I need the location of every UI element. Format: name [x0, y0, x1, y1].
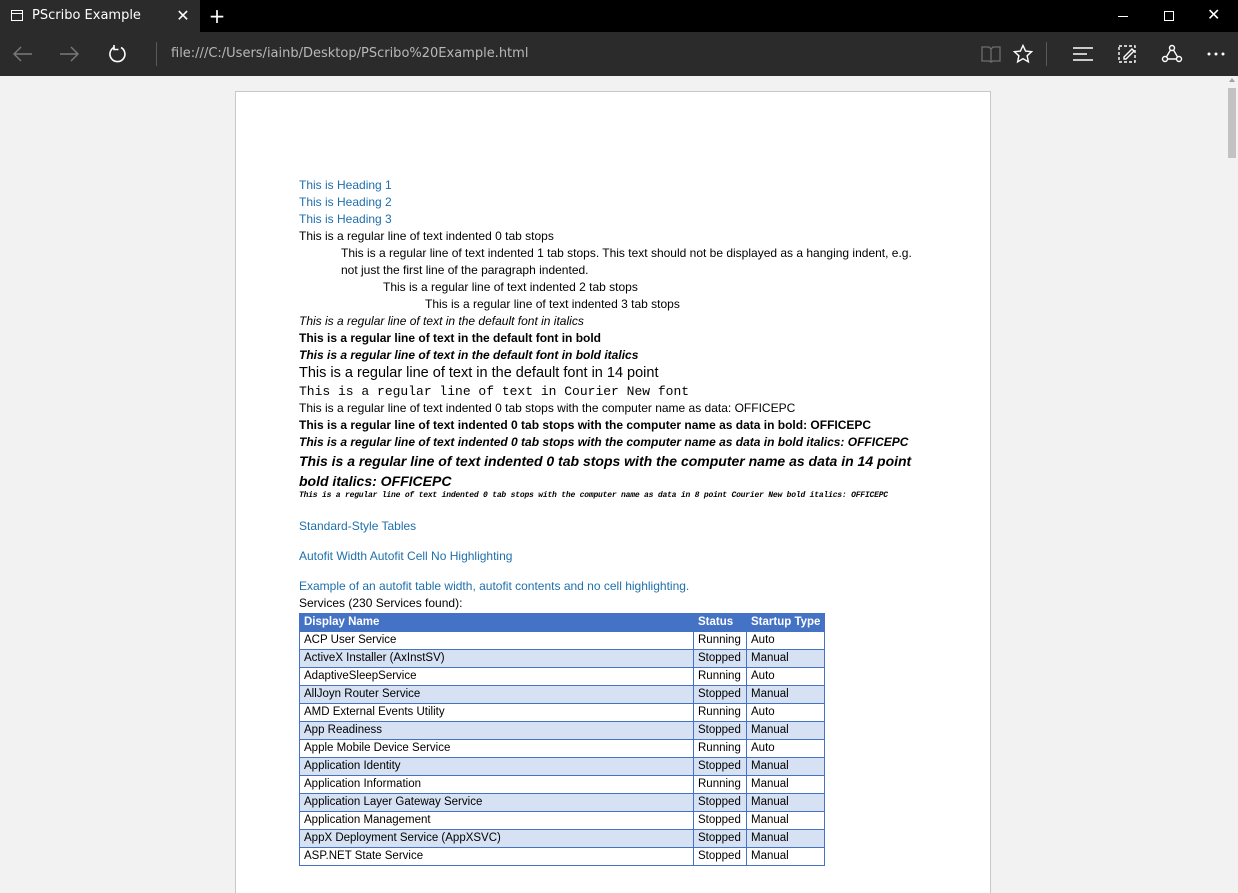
cell-startup-type: Auto: [747, 631, 825, 649]
maximize-button[interactable]: [1146, 0, 1192, 32]
close-icon: ✕: [1207, 5, 1221, 24]
heading-1: This is Heading 1: [299, 178, 392, 192]
paragraph-indent-2: This is a regular line of text indented 2 tab stops: [383, 280, 638, 294]
cell-startup-type: Manual: [747, 811, 825, 829]
cell-startup-type: Manual: [747, 829, 825, 847]
table-row: [300, 811, 825, 829]
forward-arrow-icon: [59, 46, 79, 62]
cell-display-name: ASP.NET State Service: [300, 847, 694, 865]
cell-status: Stopped: [694, 649, 747, 667]
table-row: [300, 739, 825, 757]
scroll-up-arrow-icon[interactable]: [1229, 78, 1235, 82]
scrollbar-thumb[interactable]: [1228, 88, 1236, 158]
cell-display-name: AdaptiveSleepService: [300, 667, 694, 685]
table-row: [300, 667, 825, 685]
cell-startup-type: Manual: [747, 793, 825, 811]
paragraph-italics: This is a regular line of text in the default font in italics: [299, 314, 584, 328]
table-row: [300, 829, 825, 847]
cell-startup-type: Manual: [747, 649, 825, 667]
table-row: [300, 703, 825, 721]
star-icon: [1013, 44, 1033, 64]
cell-startup-type: Manual: [747, 757, 825, 775]
cell-display-name: ACP User Service: [300, 631, 694, 649]
new-tab-icon[interactable]: +: [208, 4, 226, 28]
minimize-icon: [1118, 16, 1128, 17]
navigation-toolbar: [0, 32, 1238, 76]
table-row: [300, 649, 825, 667]
table-description: Example of an autofit table width, autofit contents and no cell highlighting.: [299, 578, 690, 593]
cell-status: Stopped: [694, 829, 747, 847]
paragraph-bold-italics: This is a regular line of text in the default font in bold italics: [299, 348, 639, 362]
table-row: [300, 721, 825, 739]
title-bar: [0, 0, 1238, 32]
cell-status: Stopped: [694, 811, 747, 829]
header-startup-type: Startup Type: [747, 613, 825, 631]
table-row: [300, 685, 825, 703]
share-icon: [1161, 44, 1183, 64]
cell-display-name: Application Layer Gateway Service: [300, 793, 694, 811]
close-window-button[interactable]: [1192, 0, 1238, 32]
cell-status: Stopped: [694, 847, 747, 865]
services-table: [299, 613, 825, 866]
cell-startup-type: Auto: [747, 667, 825, 685]
more-button[interactable]: [1198, 36, 1234, 72]
cell-display-name: Application Identity: [300, 757, 694, 775]
table-row: [300, 847, 825, 865]
toolbar-divider: [1046, 42, 1047, 66]
table-row: [300, 793, 825, 811]
hub-button[interactable]: [1065, 36, 1101, 72]
paragraph-computer-name: This is a regular line of text indented 0 tab stops with the computer name as data: OFFICEPC: [299, 401, 796, 415]
table-row: [300, 757, 825, 775]
address-bar[interactable]: file:///C:/Users/iainb/Desktop/PScribo%20Example.html: [156, 42, 528, 66]
cell-startup-type: Auto: [747, 739, 825, 757]
cell-status: Stopped: [694, 793, 747, 811]
cell-status: Stopped: [694, 685, 747, 703]
cell-status: Running: [694, 739, 747, 757]
table-header-row: [300, 613, 825, 631]
share-button[interactable]: [1154, 36, 1190, 72]
web-note-button[interactable]: [1109, 36, 1145, 72]
cell-status: Running: [694, 703, 747, 721]
cell-startup-type: Manual: [747, 847, 825, 865]
cell-startup-type: Auto: [747, 703, 825, 721]
close-tab-icon[interactable]: ✕: [176, 6, 190, 25]
cell-status: Running: [694, 631, 747, 649]
tab-page-icon: [11, 10, 23, 21]
cell-status: Running: [694, 667, 747, 685]
cell-startup-type: Manual: [747, 775, 825, 793]
cell-display-name: AMD External Events Utility: [300, 703, 694, 721]
hub-icon: [1072, 46, 1094, 62]
heading-2: This is Heading 2: [299, 195, 392, 209]
browser-tab[interactable]: [0, 0, 200, 32]
cell-display-name: Application Management: [300, 811, 694, 829]
vertical-scrollbar[interactable]: [1226, 76, 1238, 893]
more-dots-icon: [1206, 51, 1226, 57]
paragraph-computer-name-bold-italics: This is a regular line of text indented 0 tab stops with the computer name as data in bold italics: OFFICEPC: [299, 435, 909, 449]
section-heading: Standard-Style Tables: [299, 518, 417, 533]
paragraph-courier: This is a regular line of text in Courier New font: [299, 384, 690, 399]
paragraph-indent-1: This is a regular line of text indented 1 tab stops. This text should not be displayed as a hanging indent, e.g. not just the first line of the paragraph indented.: [341, 246, 912, 277]
cell-startup-type: Manual: [747, 685, 825, 703]
page-viewport: [0, 76, 1226, 893]
heading-3: This is Heading 3: [299, 212, 392, 226]
favorite-button[interactable]: [1005, 36, 1041, 72]
cell-startup-type: Manual: [747, 721, 825, 739]
back-arrow-icon: [13, 46, 33, 62]
forward-button[interactable]: [51, 36, 87, 72]
paragraph-computer-name-8pt: This is a regular line of text indented 0 tab stops with the computer name as data in 8 point Courier New bold italics: OFFICEPC: [299, 491, 888, 500]
header-status: Status: [694, 613, 747, 631]
tab-title: PScribo Example: [32, 8, 141, 23]
cell-display-name: App Readiness: [300, 721, 694, 739]
table-caption: Services (230 Services found):: [299, 595, 463, 610]
cell-display-name: AppX Deployment Service (AppXSVC): [300, 829, 694, 847]
reading-view-icon: [980, 45, 1002, 63]
minimize-button[interactable]: [1100, 0, 1146, 32]
paragraph-14pt: This is a regular line of text in the default font in 14 point: [299, 365, 659, 381]
paragraph-computer-name-bold: This is a regular line of text indented 0 tab stops with the computer name as data in bold: OFFICEPC: [299, 418, 872, 432]
refresh-button[interactable]: [100, 36, 136, 72]
paragraph-indent-3: This is a regular line of text indented 3 tab stops: [425, 297, 680, 311]
back-button[interactable]: [5, 36, 41, 72]
web-note-icon: [1116, 43, 1138, 65]
cell-status: Stopped: [694, 757, 747, 775]
cell-display-name: AllJoyn Router Service: [300, 685, 694, 703]
cell-display-name: Apple Mobile Device Service: [300, 739, 694, 757]
cell-status: Running: [694, 775, 747, 793]
cell-display-name: Application Information: [300, 775, 694, 793]
paragraph-bold: This is a regular line of text in the default font in bold: [299, 331, 602, 345]
reading-view-button[interactable]: [973, 36, 1009, 72]
refresh-icon: [108, 44, 128, 64]
table-row: [300, 631, 825, 649]
cell-status: Stopped: [694, 721, 747, 739]
document-page: [235, 91, 991, 893]
table-row: [300, 775, 825, 793]
cell-display-name: ActiveX Installer (AxInstSV): [300, 649, 694, 667]
paragraph-computer-name-14pt: This is a regular line of text indented 0 tab stops with the computer name as data in 14 point bold italics: OFFICEPC: [299, 453, 912, 489]
document-body: [299, 177, 929, 866]
maximize-icon: [1164, 11, 1174, 21]
header-display-name: Display Name: [300, 613, 694, 631]
paragraph-indent-0: This is a regular line of text indented 0 tab stops: [299, 229, 554, 243]
sub-heading: Autofit Width Autofit Cell No Highlighting: [299, 548, 513, 563]
